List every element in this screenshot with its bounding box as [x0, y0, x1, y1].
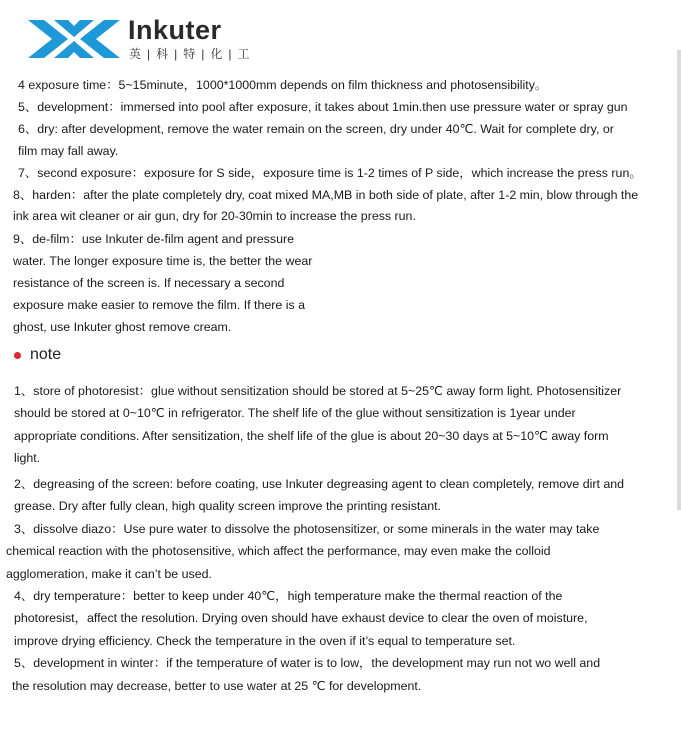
note-bullet-icon [14, 352, 21, 359]
step-line: ink area wit cleaner or air gun, dry for 20-30min to increase the press run. [13, 209, 416, 223]
step-line: 7、second exposure：exposure for S side，exposure time is 1-2 times of P side，which increase the press run。 [18, 166, 642, 180]
note-line: 3、dissolve diazo：Use pure water to dissolve the photosensitizer, or some minerals in the water may take [14, 522, 600, 536]
scrollbar-track [677, 50, 681, 510]
step-line: 6、dry: after development, remove the water remain on the screen, dry under 40℃. Wait for complete dry, or [18, 122, 614, 136]
note-line: appropriate conditions. After sensitization, the shelf life of the glue is about 20~30 days at 5~10℃ away form [14, 429, 609, 443]
inkuter-logo-icon [28, 20, 120, 58]
brand-chinese-name: 英|科|特|化|工 [129, 47, 256, 61]
step-line: ghost, use Inkuter ghost remove cream. [13, 320, 232, 334]
note-line: 4、dry temperature：better to keep under 40℃，high temperature make the thermal reaction of the [14, 589, 563, 603]
note-line: improve drying efficiency. Check the temperature in the oven if it’s equal to temperature set. [14, 634, 516, 648]
header [0, 0, 681, 70]
brand-name: Inkuter [128, 15, 222, 45]
step-line: 4 exposure time：5~15minute，1000*1000mm depends on film thickness and photosensibility。 [18, 78, 548, 92]
step-line: film may fall away. [18, 144, 119, 158]
note-line: the resolution may decrease, better to use water at 25 ℃ for development. [12, 679, 422, 693]
step-line: resistance of the screen is. If necessary a second [13, 276, 285, 290]
step-line: 9、de-film：use Inkuter de-film agent and pressure [13, 232, 294, 246]
note-line: chemical reaction with the photosensitive, which affect the performance, may even make the colloid [6, 544, 551, 558]
note-line: light. [14, 451, 41, 465]
note-line: should be stored at 0~10℃ in refrigerator. The shelf life of the glue without sensitization is 1year under [14, 406, 576, 420]
step-line: 5、development：immersed into pool after exposure, it takes about 1min.then use pressure water or spray gun [18, 100, 628, 114]
note-line: 5、development in winter：if the temperature of water is to low，the development may run not wo well and [14, 656, 601, 670]
step-line: exposure make easier to remove the film. If there is a [13, 298, 305, 312]
step-line: 8、harden：after the plate completely dry, coat mixed MA,MB in both side of plate, after 1-2 min, blow through the [13, 188, 639, 202]
note-line: photoresist，affect the resolution. Drying oven should have exhaust device to clear the oven of moisture, [14, 611, 588, 625]
note-line: agglomeration, make it can’t be used. [6, 567, 212, 581]
note-heading: note [30, 346, 62, 363]
step-line: water. The longer exposure time is, the better the wear [13, 254, 313, 268]
note-line: 1、store of photoresist：glue without sensitization should be stored at 5~25℃ away form light. Photosensitizer [14, 384, 622, 398]
note-line: 2、degreasing of the screen: before coating, use Inkuter degreasing agent to clean completely, remove dirt and [14, 477, 625, 491]
note-line: grease. Dry after fully clean, high quality screen improve the printing resistant. [14, 499, 441, 513]
